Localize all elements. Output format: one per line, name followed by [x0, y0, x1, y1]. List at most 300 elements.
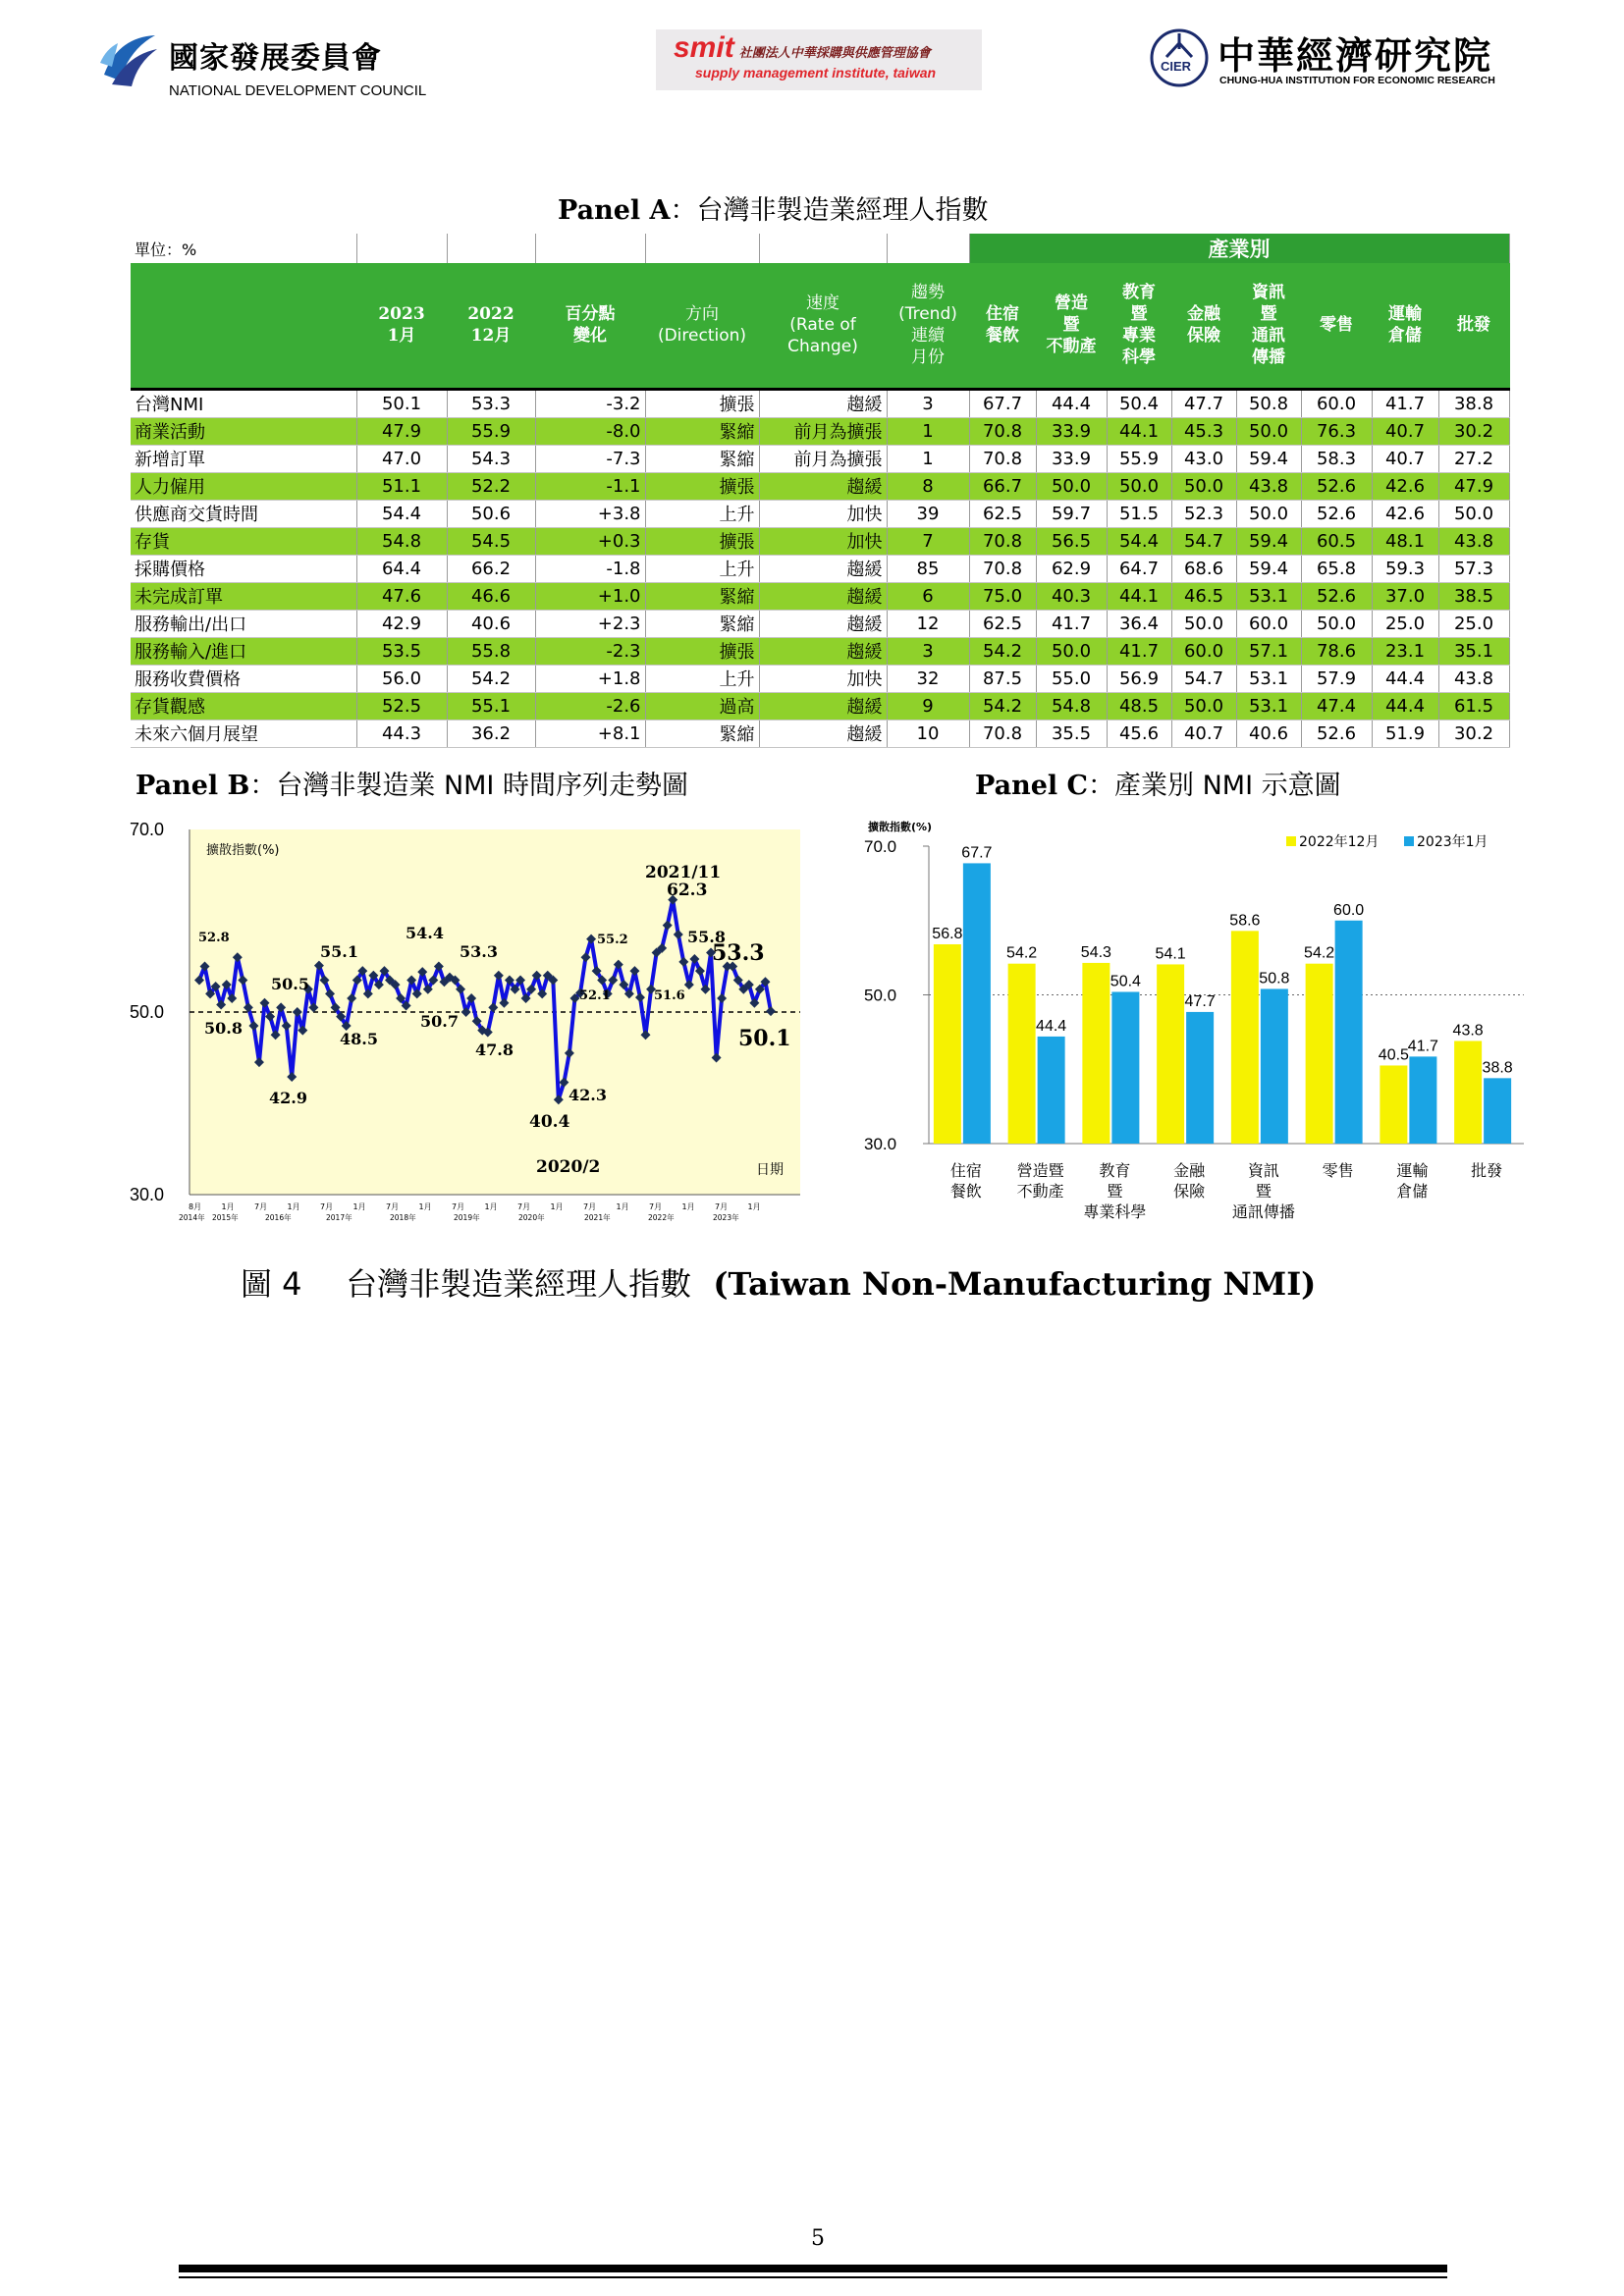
table-cell: 57.1: [1236, 637, 1301, 665]
smit-english-name: supply management institute, taiwan: [695, 65, 937, 80]
table-cell: 3: [887, 389, 969, 417]
x-tick-label: 1月: [550, 1202, 564, 1211]
table-cell: 緊縮: [645, 610, 759, 637]
row-label: 供應商交貨時間: [131, 500, 356, 527]
page-number: 5: [811, 2226, 825, 2251]
data-label: 51.6: [654, 988, 685, 1003]
table-cell: 56.0: [356, 665, 447, 692]
table-cell: 27.2: [1438, 445, 1509, 472]
table-cell: 趨緩: [759, 389, 887, 417]
table-cell: +1.0: [535, 582, 645, 610]
table-cell: 56.5: [1036, 527, 1107, 555]
table-cell: 53.1: [1236, 665, 1301, 692]
table-cell: 54.4: [356, 500, 447, 527]
table-cell: 25.0: [1438, 610, 1509, 637]
table-cell: 66.2: [447, 555, 535, 582]
bar-value-label: 56.8: [932, 925, 963, 942]
data-label: 52.1: [579, 988, 611, 1003]
table-cell: 50.0: [1171, 472, 1236, 500]
table-row: [131, 472, 1509, 500]
table-cell: 70.8: [969, 417, 1036, 445]
data-label: 42.3: [568, 1086, 607, 1104]
table-cell: -7.3: [535, 445, 645, 472]
table-cell: 7: [887, 527, 969, 555]
table-cell: 36.4: [1107, 610, 1171, 637]
x-tick-year: 2014年: [179, 1213, 205, 1222]
row-label: 存貨觀感: [131, 692, 356, 720]
bar: [1306, 964, 1333, 1144]
table-cell: 趨緩: [759, 720, 887, 747]
table-cell: 50.0: [1171, 692, 1236, 720]
row-label: 服務輸出/出口: [131, 610, 356, 637]
table-cell: -1.8: [535, 555, 645, 582]
table-cell: 上升: [645, 500, 759, 527]
data-label: 55.8: [687, 928, 726, 946]
table-cell: -8.0: [535, 417, 645, 445]
column-header-8: 營造 暨 不動產: [1036, 263, 1107, 389]
industry-header: 產業別: [969, 234, 1509, 263]
row-label: 服務收費價格: [131, 665, 356, 692]
table-cell: 46.6: [447, 582, 535, 610]
ndc-subtitle: NATIONAL DEVELOPMENT COUNCIL: [169, 82, 427, 99]
column-header-5: 速度 (Rate of Change): [759, 263, 887, 389]
x-tick-label: 7月: [254, 1202, 268, 1211]
row-label: 未完成訂單: [131, 582, 356, 610]
panel-c-title: Panel C：產業別 NMI 示意圖: [975, 771, 1341, 801]
table-cell: -2.3: [535, 637, 645, 665]
table-cell: 6: [887, 582, 969, 610]
bar: [1484, 1078, 1511, 1144]
table-cell: 40.7: [1171, 720, 1236, 747]
bar-value-label: 40.5: [1378, 1046, 1409, 1064]
table-cell: 擴張: [645, 389, 759, 417]
table-cell: 趨緩: [759, 692, 887, 720]
table-cell: 40.6: [447, 610, 535, 637]
data-label: 50.8: [204, 1019, 243, 1038]
table-cell: 46.5: [1171, 582, 1236, 610]
x-tick-label: 8月: [189, 1202, 202, 1211]
legend-label: 2023年1月: [1417, 834, 1489, 850]
table-row: [131, 500, 1509, 527]
table-cell: 上升: [645, 665, 759, 692]
table-cell: 56.9: [1107, 665, 1171, 692]
row-label: 未來六個月展望: [131, 720, 356, 747]
table-cell: 加快: [759, 527, 887, 555]
table-cell: 59.4: [1236, 555, 1301, 582]
table-cell: 9: [887, 692, 969, 720]
table-cell: 47.9: [356, 417, 447, 445]
column-header-10: 金融 保險: [1171, 263, 1236, 389]
bar-value-label: 54.2: [1304, 944, 1335, 962]
table-cell: 43.0: [1171, 445, 1236, 472]
table-cell: +2.3: [535, 610, 645, 637]
row-label: 服務輸入/進口: [131, 637, 356, 665]
table-cell: 23.1: [1372, 637, 1438, 665]
bar-value-label: 41.7: [1407, 1038, 1438, 1055]
x-tick-year: 2017年: [326, 1213, 352, 1222]
data-label: 54.4: [406, 924, 444, 942]
table-cell: 54.2: [969, 637, 1036, 665]
x-tick-label: 7月: [386, 1202, 400, 1211]
category-label: 保險: [1173, 1182, 1206, 1201]
table-row: [131, 665, 1509, 692]
x-tick-year: 2021年: [584, 1213, 611, 1222]
bar-value-label: 54.2: [1006, 944, 1038, 962]
table-cell: 39: [887, 500, 969, 527]
table-cell: 38.8: [1438, 389, 1509, 417]
data-label: 53.3: [712, 940, 765, 966]
table-cell: 44.3: [356, 720, 447, 747]
table-cell: 52.6: [1301, 472, 1372, 500]
table-cell: 41.7: [1036, 610, 1107, 637]
table-cell: 35.1: [1438, 637, 1509, 665]
table-cell: 70.8: [969, 527, 1036, 555]
table-row: [131, 389, 1509, 417]
table-cell: 33.9: [1036, 417, 1107, 445]
category-label: 暨: [1107, 1182, 1123, 1201]
table-cell: -3.2: [535, 389, 645, 417]
row-label: 新增訂單: [131, 445, 356, 472]
table-cell: 50.0: [1236, 500, 1301, 527]
bar-value-label: 50.4: [1110, 973, 1141, 990]
table-cell: 趨緩: [759, 555, 887, 582]
data-label: 50.7: [420, 1012, 459, 1031]
data-label: 55.2: [597, 933, 628, 947]
footer-rule-thin: [179, 2276, 1447, 2278]
table-cell: 1: [887, 417, 969, 445]
smit-logo: [656, 29, 982, 90]
table-cell: 前月為擴張: [759, 445, 887, 472]
bar-value-label: 38.8: [1482, 1059, 1513, 1077]
table-cell: 53.1: [1236, 582, 1301, 610]
nmi-time-series-chart: [128, 817, 815, 1227]
column-header-7: 住宿 餐飲: [969, 263, 1036, 389]
table-cell: 35.5: [1036, 720, 1107, 747]
table-row: [131, 445, 1509, 472]
x-tick-label: 1月: [221, 1202, 235, 1211]
cier-badge: CIER: [1161, 59, 1192, 74]
data-label: 47.8: [475, 1041, 514, 1059]
table-cell: 70.8: [969, 555, 1036, 582]
bar-value-label: 47.7: [1184, 992, 1216, 1010]
category-label: 運輸: [1396, 1161, 1429, 1180]
table-cell: 54.2: [447, 665, 535, 692]
category-label: 不動產: [1016, 1182, 1064, 1201]
category-label: 批發: [1471, 1161, 1503, 1180]
category-label: 餐飲: [949, 1182, 982, 1201]
category-label: 住宿: [949, 1161, 982, 1180]
table-cell: 前月為擴張: [759, 417, 887, 445]
industry-nmi-bar-chart: [854, 817, 1542, 1239]
bar-value-label: 44.4: [1036, 1017, 1067, 1035]
table-cell: 50.0: [1107, 472, 1171, 500]
data-label: 2021/11: [645, 863, 722, 882]
bar: [1111, 991, 1139, 1144]
table-cell: 59.7: [1036, 500, 1107, 527]
table-cell: 趨緩: [759, 637, 887, 665]
data-label: 53.3: [460, 942, 498, 961]
table-cell: 50.6: [447, 500, 535, 527]
table-cell: 60.0: [1236, 610, 1301, 637]
x-tick-year: 2015年: [212, 1213, 239, 1222]
table-cell: 55.0: [1036, 665, 1107, 692]
table-cell: 40.7: [1372, 417, 1438, 445]
table-cell: 擴張: [645, 637, 759, 665]
table-cell: 52.2: [447, 472, 535, 500]
x-tick-label: 1月: [352, 1202, 366, 1211]
table-cell: 59.4: [1236, 527, 1301, 555]
table-cell: 趨緩: [759, 582, 887, 610]
column-header-6: 趨勢 (Trend) 連續 月份: [887, 263, 969, 389]
smit-chinese-name: 社團法人中華採購與供應管理協會: [738, 46, 931, 61]
bar-value-label: 54.1: [1155, 945, 1186, 963]
table-cell: 過高: [645, 692, 759, 720]
bar-value-label: 50.8: [1259, 970, 1290, 988]
table-cell: 70.8: [969, 445, 1036, 472]
cier-emblem-icon: [1149, 27, 1210, 88]
table-cell: 44.1: [1107, 417, 1171, 445]
x-tick-label: 1月: [418, 1202, 432, 1211]
x-axis-label: 日期: [756, 1162, 784, 1178]
column-header-11: 資訊 暨 通訊 傳播: [1236, 263, 1301, 389]
footer-rule-thick: [179, 2265, 1447, 2272]
table-cell: 43.8: [1236, 472, 1301, 500]
x-tick-label: 1月: [484, 1202, 498, 1211]
table-cell: 55.1: [447, 692, 535, 720]
table-cell: 緊縮: [645, 720, 759, 747]
cier-title: 中華經濟研究院: [1218, 34, 1493, 78]
table-cell: 59.4: [1236, 445, 1301, 472]
category-label: 通訊傳播: [1231, 1202, 1295, 1221]
bar: [1454, 1041, 1482, 1144]
bar-value-label: 43.8: [1452, 1022, 1484, 1040]
table-cell: -2.6: [535, 692, 645, 720]
data-label: 42.9: [269, 1089, 307, 1107]
table-cell: 50.8: [1236, 389, 1301, 417]
table-cell: 25.0: [1372, 610, 1438, 637]
table-cell: 62.9: [1036, 555, 1107, 582]
table-cell: 趨緩: [759, 610, 887, 637]
table-cell: 45.3: [1171, 417, 1236, 445]
bar-value-label: 54.3: [1080, 943, 1111, 961]
table-cell: 50.1: [356, 389, 447, 417]
table-cell: 41.7: [1107, 637, 1171, 665]
table-cell: 12: [887, 610, 969, 637]
table-cell: 53.1: [1236, 692, 1301, 720]
x-tick-label: 7月: [320, 1202, 334, 1211]
table-cell: 58.3: [1301, 445, 1372, 472]
table-cell: 52.6: [1301, 720, 1372, 747]
legend-swatch: [1404, 836, 1414, 846]
table-cell: 42.9: [356, 610, 447, 637]
table-cell: 50.0: [1171, 610, 1236, 637]
table-cell: 32: [887, 665, 969, 692]
table-cell: 53.5: [356, 637, 447, 665]
category-label: 營造暨: [1016, 1161, 1064, 1180]
bar: [1261, 988, 1288, 1144]
unit-label: 單位：%: [131, 234, 356, 263]
table-cell: 47.9: [1438, 472, 1509, 500]
cier-logo: [1149, 27, 1532, 96]
table-cell: 70.8: [969, 720, 1036, 747]
y-tick-label: 30.0: [864, 1135, 897, 1153]
table-cell: 62.5: [969, 610, 1036, 637]
bar: [1038, 1037, 1065, 1144]
row-label: 商業活動: [131, 417, 356, 445]
table-cell: +1.8: [535, 665, 645, 692]
table-cell: 50.0: [1236, 417, 1301, 445]
table-cell: 3: [887, 637, 969, 665]
y-tick-label: 50.0: [864, 986, 897, 1005]
table-cell: +3.8: [535, 500, 645, 527]
table-cell: 55.8: [447, 637, 535, 665]
table-cell: 43.8: [1438, 527, 1509, 555]
table-cell: 50.0: [1036, 637, 1107, 665]
table-cell: 52.3: [1171, 500, 1236, 527]
table-cell: 擴張: [645, 527, 759, 555]
bar: [1186, 1012, 1214, 1144]
table-row: [131, 555, 1509, 582]
bar: [1008, 964, 1036, 1144]
table-cell: 48.1: [1372, 527, 1438, 555]
table-cell: +8.1: [535, 720, 645, 747]
table-cell: 38.5: [1438, 582, 1509, 610]
data-label: 50.5: [271, 975, 309, 993]
table-row: [131, 637, 1509, 665]
bar: [963, 863, 991, 1144]
table-cell: 1: [887, 445, 969, 472]
row-label: 人力僱用: [131, 472, 356, 500]
x-tick-label: 1月: [681, 1202, 695, 1211]
table-cell: 45.6: [1107, 720, 1171, 747]
table-cell: 8: [887, 472, 969, 500]
table-cell: 78.6: [1301, 637, 1372, 665]
y-tick-label: 70.0: [864, 837, 897, 856]
table-cell: 64.7: [1107, 555, 1171, 582]
table-cell: 44.4: [1372, 665, 1438, 692]
table-cell: 44.1: [1107, 582, 1171, 610]
x-tick-year: 2020年: [518, 1213, 545, 1222]
table-cell: 50.0: [1036, 472, 1107, 500]
bar-value-label: 67.7: [961, 844, 993, 862]
bar: [1157, 964, 1184, 1144]
table-row: [131, 610, 1509, 637]
ndc-emblem-icon: [98, 27, 161, 90]
data-label: 48.5: [340, 1030, 378, 1048]
category-label: 專業科學: [1083, 1202, 1147, 1221]
table-cell: 47.0: [356, 445, 447, 472]
category-label: 零售: [1322, 1161, 1354, 1180]
table-cell: 66.7: [969, 472, 1036, 500]
bar-value-label: 58.6: [1229, 912, 1261, 930]
category-label: 資訊: [1247, 1161, 1279, 1180]
table-cell: 55.9: [447, 417, 535, 445]
category-label: 倉儲: [1396, 1182, 1429, 1201]
data-label: 55.1: [320, 942, 358, 961]
table-row: [131, 720, 1509, 747]
figure-caption: 圖 4 台灣非製造業經理人指數 (Taiwan Non-Manufacturing NMI): [241, 1265, 1317, 1303]
table-cell: 47.6: [356, 582, 447, 610]
column-header-1: 2023 1月: [356, 263, 447, 389]
table-cell: 85: [887, 555, 969, 582]
table-cell: 67.7: [969, 389, 1036, 417]
table-cell: 33.9: [1036, 445, 1107, 472]
x-tick-year: 2023年: [713, 1213, 739, 1222]
x-tick-year: 2019年: [454, 1213, 480, 1222]
data-label: 62.3: [667, 881, 708, 900]
table-cell: 54.8: [356, 527, 447, 555]
table-cell: 54.7: [1171, 527, 1236, 555]
table-cell: 75.0: [969, 582, 1036, 610]
nmi-table-body: [131, 234, 1509, 747]
table-cell: 52.5: [356, 692, 447, 720]
table-cell: 43.8: [1438, 665, 1509, 692]
data-label: 52.8: [198, 931, 230, 945]
x-tick-label: 7月: [583, 1202, 597, 1211]
table-cell: -1.1: [535, 472, 645, 500]
table-cell: 40.6: [1236, 720, 1301, 747]
legend-swatch: [1286, 836, 1296, 846]
data-label: 50.1: [738, 1026, 791, 1051]
table-row: [131, 527, 1509, 555]
nmi-table: [131, 234, 1510, 748]
bar: [1409, 1056, 1436, 1144]
bar: [934, 944, 961, 1144]
column-header-3: 百分點 變化: [535, 263, 645, 389]
y-axis-label: 擴散指數(%): [206, 843, 280, 858]
table-cell: 54.8: [1036, 692, 1107, 720]
bar: [1380, 1065, 1407, 1144]
bar: [1082, 963, 1110, 1144]
x-tick-label: 1月: [616, 1202, 629, 1211]
table-cell: 62.5: [969, 500, 1036, 527]
table-cell: 57.3: [1438, 555, 1509, 582]
table-cell: 68.6: [1171, 555, 1236, 582]
table-cell: 48.5: [1107, 692, 1171, 720]
column-header-13: 運輸 倉儲: [1372, 263, 1438, 389]
table-cell: 50.4: [1107, 389, 1171, 417]
category-label: 教育: [1099, 1161, 1131, 1180]
table-cell: 44.4: [1036, 389, 1107, 417]
cier-subtitle: CHUNG-HUA INSTITUTION FOR ECONOMIC RESEARCH: [1219, 75, 1495, 86]
x-tick-year: 2016年: [265, 1213, 292, 1222]
row-label: 台灣NMI: [131, 389, 356, 417]
table-cell: 擴張: [645, 472, 759, 500]
table-cell: +0.3: [535, 527, 645, 555]
y-tick-label: 70.0: [130, 820, 165, 839]
table-cell: 50.0: [1438, 500, 1509, 527]
x-tick-label: 7月: [649, 1202, 663, 1211]
table-cell: 64.4: [356, 555, 447, 582]
table-cell: 42.6: [1372, 472, 1438, 500]
table-cell: 60.0: [1171, 637, 1236, 665]
table-cell: 51.5: [1107, 500, 1171, 527]
x-tick-year: 2022年: [648, 1213, 675, 1222]
column-header-2: 2022 12月: [447, 263, 535, 389]
table-cell: 53.3: [447, 389, 535, 417]
table-cell: 51.1: [356, 472, 447, 500]
table-cell: 緊縮: [645, 582, 759, 610]
table-cell: 54.4: [1107, 527, 1171, 555]
table-cell: 42.6: [1372, 500, 1438, 527]
row-label: 採購價格: [131, 555, 356, 582]
y-tick-label: 50.0: [130, 1002, 165, 1022]
table-cell: 76.3: [1301, 417, 1372, 445]
legend-label: 2022年12月: [1299, 834, 1380, 850]
table-cell: 37.0: [1372, 582, 1438, 610]
panel-a-title: Panel A：台灣非製造業經理人指數: [558, 195, 989, 226]
table-cell: 加快: [759, 500, 887, 527]
